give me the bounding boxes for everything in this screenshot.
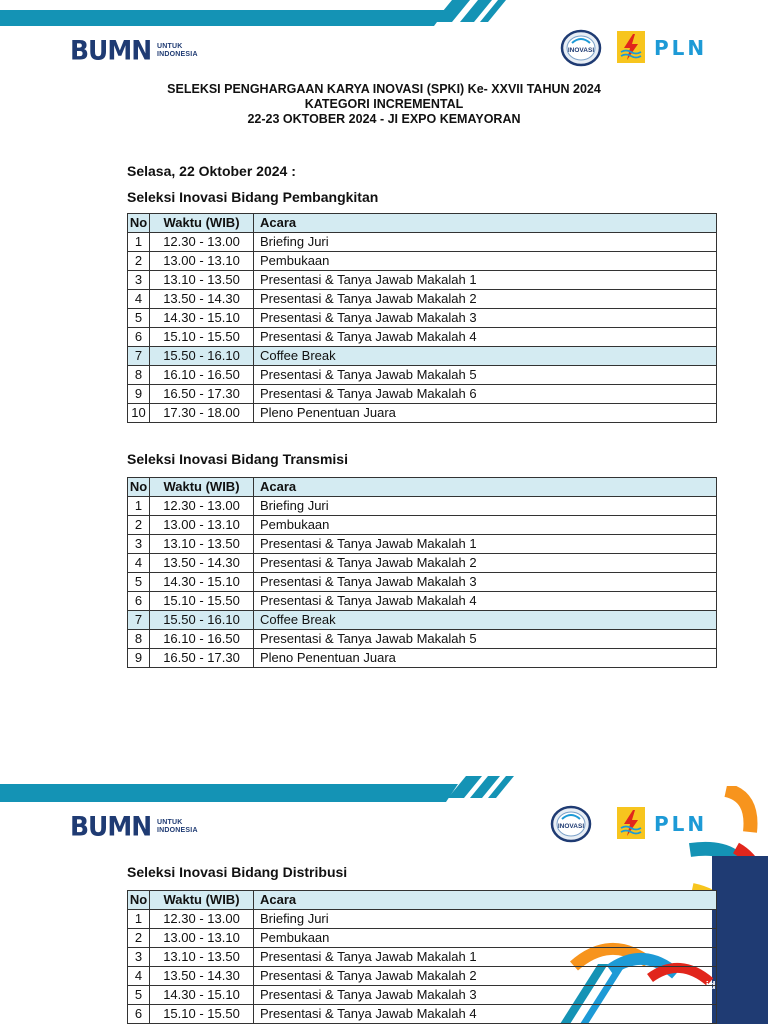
cell-event: Presentasi & Tanya Jawab Makalah 2 bbox=[254, 967, 717, 986]
table-row bbox=[128, 630, 717, 649]
cell-event: Pleno Penentuan Juara bbox=[254, 404, 717, 423]
schedule-table-distribusi bbox=[127, 890, 717, 1024]
table-row bbox=[128, 271, 717, 290]
cell-event: Briefing Juri bbox=[254, 497, 717, 516]
svg-text:INOVASI: INOVASI bbox=[557, 823, 585, 830]
bumn-tag-line2: INDONESIA bbox=[157, 827, 198, 834]
table-header-row bbox=[128, 891, 717, 910]
table-row bbox=[128, 328, 717, 347]
cell-no: 5 bbox=[128, 986, 150, 1005]
cell-time: 13.50 - 14.30 bbox=[150, 290, 254, 309]
table-row bbox=[128, 910, 717, 929]
table-row bbox=[128, 385, 717, 404]
cell-event: Coffee Break bbox=[254, 347, 717, 366]
table-row bbox=[128, 573, 717, 592]
table-body bbox=[128, 910, 717, 1024]
bumn-logo bbox=[70, 35, 220, 66]
cell-no: 6 bbox=[128, 592, 150, 611]
cell-time: 13.50 - 14.30 bbox=[150, 554, 254, 573]
table-row bbox=[128, 404, 717, 423]
cell-no: 1 bbox=[128, 497, 150, 516]
cell-time: 15.10 - 15.50 bbox=[150, 328, 254, 347]
cell-no: 5 bbox=[128, 309, 150, 328]
cell-event: Pembukaan bbox=[254, 929, 717, 948]
cell-event: Presentasi & Tanya Jawab Makalah 1 bbox=[254, 271, 717, 290]
cell-time: 13.00 - 13.10 bbox=[150, 252, 254, 271]
table-body bbox=[128, 497, 717, 668]
cell-event: Pleno Penentuan Juara bbox=[254, 649, 717, 668]
cell-time: 12.30 - 13.00 bbox=[150, 233, 254, 252]
table-row bbox=[128, 290, 717, 309]
pln-wordmark: PLN bbox=[654, 812, 708, 836]
cell-no: 9 bbox=[128, 649, 150, 668]
cell-time: 16.10 - 16.50 bbox=[150, 630, 254, 649]
cell-event: Presentasi & Tanya Jawab Makalah 4 bbox=[254, 328, 717, 347]
cell-time: 16.50 - 17.30 bbox=[150, 385, 254, 404]
cell-event: Pembukaan bbox=[254, 252, 717, 271]
col-event: Acara bbox=[254, 891, 717, 910]
table-row bbox=[128, 929, 717, 948]
table-row bbox=[128, 233, 717, 252]
col-event: Acara bbox=[254, 214, 717, 233]
bumn-tag-line2: INDONESIA bbox=[157, 51, 198, 58]
table-row bbox=[128, 554, 717, 573]
schedule-table-pembangkitan bbox=[127, 213, 717, 423]
schedule-table-transmisi bbox=[127, 477, 717, 668]
col-no: No bbox=[128, 214, 150, 233]
cell-no: 10 bbox=[128, 404, 150, 423]
cell-event: Coffee Break bbox=[254, 611, 717, 630]
table-row bbox=[128, 497, 717, 516]
cell-event: Presentasi & Tanya Jawab Makalah 3 bbox=[254, 309, 717, 328]
cell-event: Presentasi & Tanya Jawab Makalah 4 bbox=[254, 1005, 717, 1024]
bumn-wordmark: BUMN bbox=[70, 35, 152, 66]
cell-no: 4 bbox=[128, 967, 150, 986]
cell-no: 7 bbox=[128, 611, 150, 630]
cell-no: 1 bbox=[128, 910, 150, 929]
section-title-transmisi: Seleksi Inovasi Bidang Transmisi bbox=[127, 451, 348, 467]
cell-event: Presentasi & Tanya Jawab Makalah 3 bbox=[254, 573, 717, 592]
cell-time: 12.30 - 13.00 bbox=[150, 497, 254, 516]
cell-event: Presentasi & Tanya Jawab Makalah 6 bbox=[254, 385, 717, 404]
header-line-1: SELEKSI PENGHARGAAN KARYA INOVASI (SPKI) Ke- XXVII TAHUN 2024 bbox=[167, 82, 601, 96]
cell-event: Presentasi & Tanya Jawab Makalah 3 bbox=[254, 986, 717, 1005]
cell-event: Presentasi & Tanya Jawab Makalah 1 bbox=[254, 948, 717, 967]
cell-time: 13.10 - 13.50 bbox=[150, 271, 254, 290]
col-time: Waktu (WIB) bbox=[150, 891, 254, 910]
bumn-tagline bbox=[157, 43, 198, 59]
header-line-2: KATEGORI INCREMENTAL bbox=[304, 97, 464, 111]
cell-time: 13.00 - 13.10 bbox=[150, 516, 254, 535]
section-title-pembangkitan: Seleksi Inovasi Bidang Pembangkitan bbox=[127, 189, 379, 205]
cell-no: 3 bbox=[128, 271, 150, 290]
cell-no: 6 bbox=[128, 328, 150, 347]
bumn-tagline bbox=[157, 819, 198, 835]
document-header bbox=[0, 82, 768, 127]
cell-no: 3 bbox=[128, 948, 150, 967]
table-row bbox=[128, 347, 717, 366]
inovasi-logo bbox=[560, 29, 602, 67]
cell-no: 3 bbox=[128, 535, 150, 554]
table-header-row bbox=[128, 478, 717, 497]
cell-no: 8 bbox=[128, 630, 150, 649]
header-line-3: 22-23 OKTOBER 2024 - JI EXPO KEMAYORAN bbox=[247, 112, 521, 126]
table-row bbox=[128, 535, 717, 554]
cell-no: 5 bbox=[128, 573, 150, 592]
col-time: Waktu (WIB) bbox=[150, 214, 254, 233]
cell-time: 15.10 - 15.50 bbox=[150, 592, 254, 611]
cell-event: Presentasi & Tanya Jawab Makalah 1 bbox=[254, 535, 717, 554]
bumn-tag-line1: UNTUK bbox=[157, 819, 183, 826]
cell-time: 12.30 - 13.00 bbox=[150, 910, 254, 929]
cell-event: Presentasi & Tanya Jawab Makalah 2 bbox=[254, 290, 717, 309]
section-title-distribusi: Seleksi Inovasi Bidang Distribusi bbox=[127, 864, 348, 880]
cell-event: Briefing Juri bbox=[254, 910, 717, 929]
document-page-2 bbox=[0, 776, 768, 1024]
cell-no: 2 bbox=[128, 252, 150, 271]
table-row bbox=[128, 592, 717, 611]
pln-logo bbox=[616, 30, 756, 66]
cell-time: 13.50 - 14.30 bbox=[150, 967, 254, 986]
cell-time: 15.10 - 15.50 bbox=[150, 1005, 254, 1024]
pln-lightning-icon bbox=[616, 30, 646, 64]
table-row bbox=[128, 986, 717, 1005]
cell-time: 13.00 - 13.10 bbox=[150, 929, 254, 948]
table-header-row bbox=[128, 214, 717, 233]
website-url: www.pln.co.id bbox=[642, 980, 716, 992]
bumn-logo bbox=[70, 811, 220, 842]
cell-no: 7 bbox=[128, 347, 150, 366]
table-body bbox=[128, 233, 717, 423]
cell-time: 14.30 - 15.10 bbox=[150, 309, 254, 328]
cell-no: 6 bbox=[128, 1005, 150, 1024]
table-row bbox=[128, 1005, 717, 1024]
cell-time: 17.30 - 18.00 bbox=[150, 404, 254, 423]
cell-event: Briefing Juri bbox=[254, 233, 717, 252]
cell-time: 15.50 - 16.10 bbox=[150, 611, 254, 630]
table-row bbox=[128, 366, 717, 385]
inovasi-badge-icon bbox=[560, 29, 602, 67]
cell-time: 15.50 - 16.10 bbox=[150, 347, 254, 366]
table-row bbox=[128, 516, 717, 535]
bumn-tag-line1: UNTUK bbox=[157, 43, 183, 50]
cell-no: 1 bbox=[128, 233, 150, 252]
table-row bbox=[128, 252, 717, 271]
cell-event: Presentasi & Tanya Jawab Makalah 5 bbox=[254, 630, 717, 649]
cell-event: Pembukaan bbox=[254, 516, 717, 535]
svg-text:INOVASI: INOVASI bbox=[567, 47, 595, 54]
cell-event: Presentasi & Tanya Jawab Makalah 5 bbox=[254, 366, 717, 385]
cell-no: 4 bbox=[128, 554, 150, 573]
cell-event: Presentasi & Tanya Jawab Makalah 2 bbox=[254, 554, 717, 573]
cell-no: 2 bbox=[128, 516, 150, 535]
table-row bbox=[128, 649, 717, 668]
table-row bbox=[128, 309, 717, 328]
cell-time: 14.30 - 15.10 bbox=[150, 986, 254, 1005]
table-row bbox=[128, 611, 717, 630]
col-no: No bbox=[128, 478, 150, 497]
cell-time: 13.10 - 13.50 bbox=[150, 948, 254, 967]
cell-time: 16.10 - 16.50 bbox=[150, 366, 254, 385]
pln-wordmark: PLN bbox=[654, 36, 708, 60]
cell-event: Presentasi & Tanya Jawab Makalah 4 bbox=[254, 592, 717, 611]
col-event: Acara bbox=[254, 478, 717, 497]
col-no: No bbox=[128, 891, 150, 910]
cell-time: 14.30 - 15.10 bbox=[150, 573, 254, 592]
day-label: Selasa, 22 Oktober 2024 : bbox=[127, 163, 296, 179]
cell-no: 8 bbox=[128, 366, 150, 385]
cell-no: 9 bbox=[128, 385, 150, 404]
table-row bbox=[128, 967, 717, 986]
col-time: Waktu (WIB) bbox=[150, 478, 254, 497]
bumn-wordmark: BUMN bbox=[70, 811, 152, 842]
cell-no: 2 bbox=[128, 929, 150, 948]
cell-no: 4 bbox=[128, 290, 150, 309]
cell-time: 16.50 - 17.30 bbox=[150, 649, 254, 668]
table-row bbox=[128, 948, 717, 967]
cell-time: 13.10 - 13.50 bbox=[150, 535, 254, 554]
